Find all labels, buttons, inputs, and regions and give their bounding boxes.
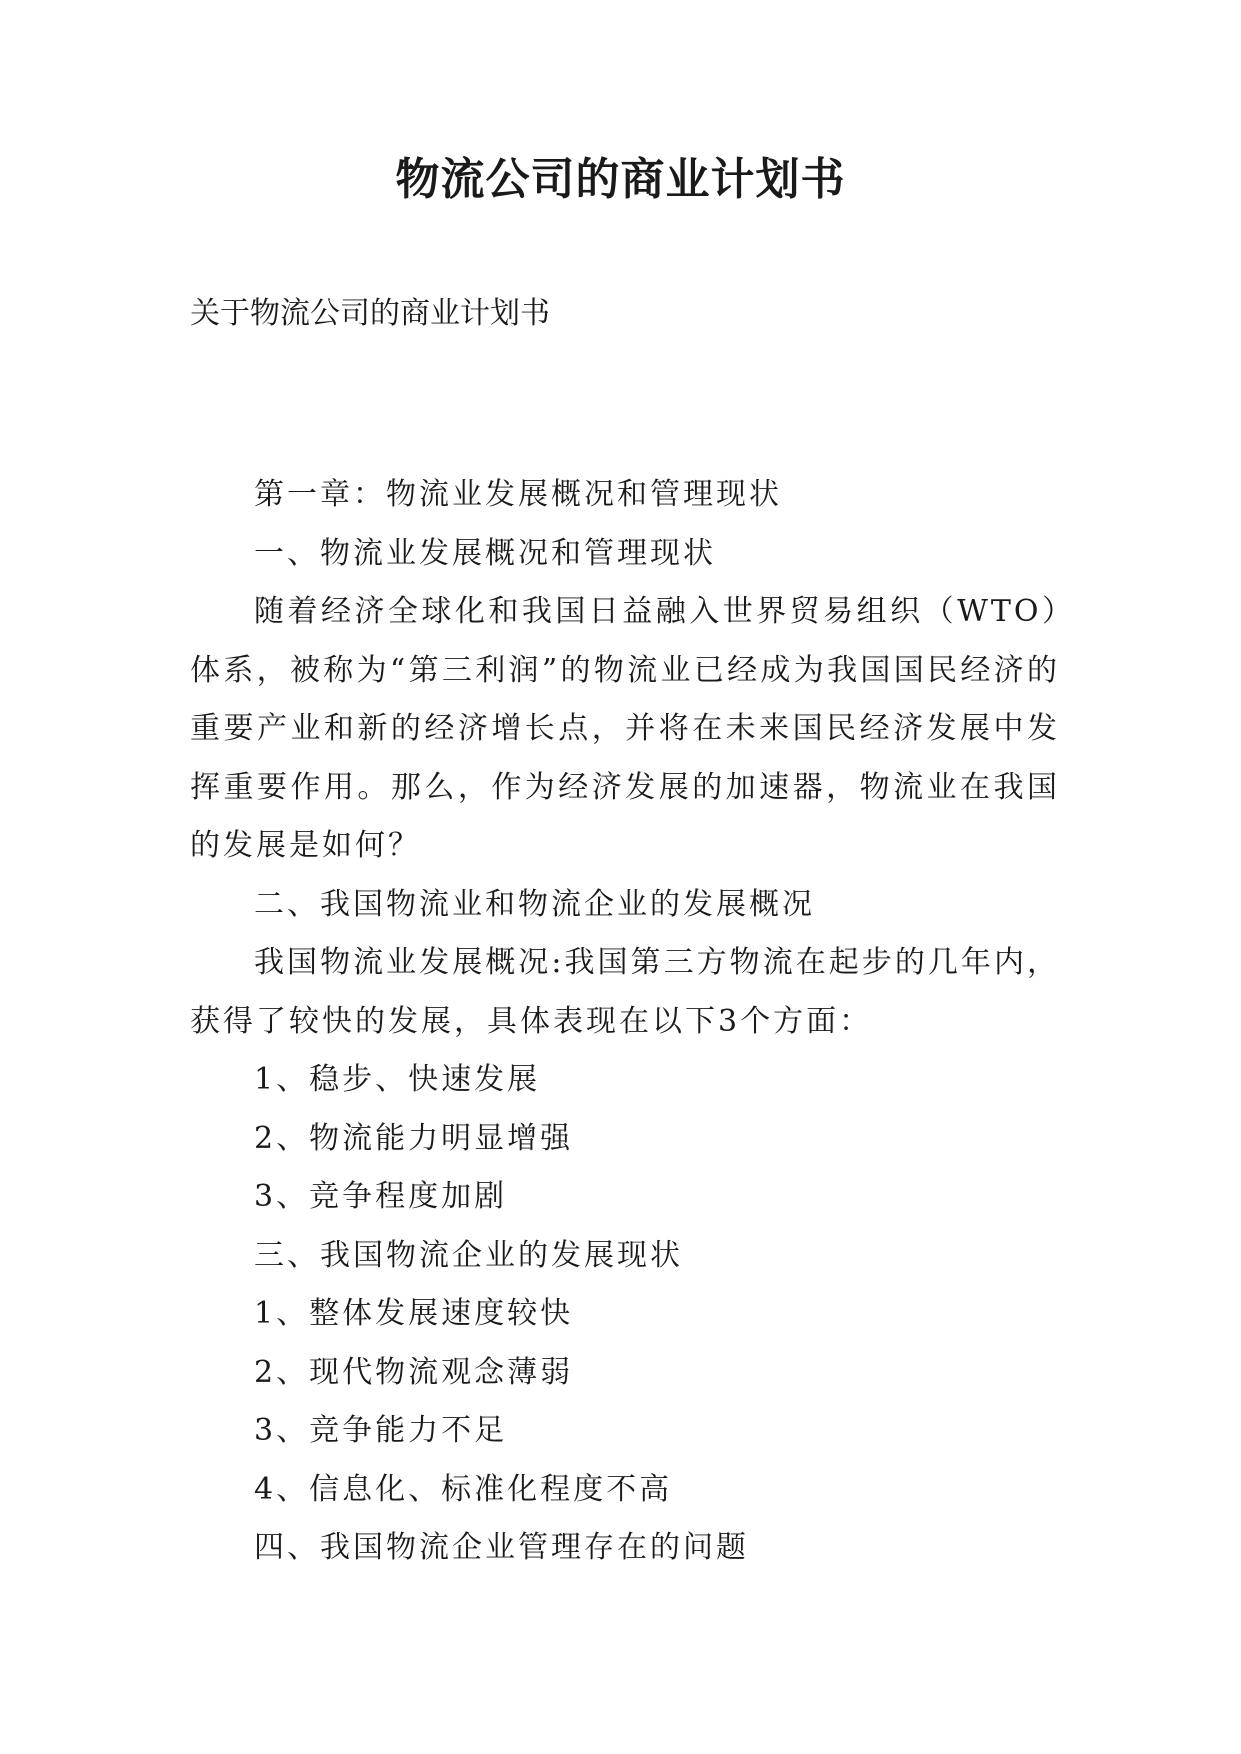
- list-item: 2、现代物流观念薄弱: [254, 1354, 574, 1390]
- section-heading: 三、我国物流企业的发展现状: [254, 1237, 683, 1273]
- section-heading: 二、我国物流业和物流企业的发展概况: [254, 886, 815, 922]
- list-item: 3、竞争程度加剧: [254, 1179, 508, 1214]
- section-heading: 四、我国物流企业管理存在的问题: [254, 1530, 749, 1565]
- body-paragraph: 随着经济全球化和我国日益融入世界贸易组织（WTO）体系，被称为“第三利润”的物流业已经成为我国国民经济的重要产业和新的经济增长点，并将在未来国民经济发展中发挥重要作用。那么，作为经济发展的加速器，物流业在我国的发展是如何？: [190, 594, 1060, 863]
- list-item: 4、信息化、标准化程度不高: [254, 1471, 673, 1507]
- list-item: 1、整体发展速度较快: [254, 1296, 574, 1331]
- list-item: 1、稳步、快速发展: [254, 1062, 541, 1097]
- document-body: [190, 466, 1060, 1578]
- body-paragraph: 我国物流业发展概况:我国第三方物流在起步的几年内，获得了较快的发展，具体表现在以下3个方面：: [190, 945, 1060, 1039]
- section-heading: 一、物流业发展概况和管理现状: [254, 535, 716, 571]
- document-subtitle: 关于物流公司的商业计划书: [190, 296, 550, 331]
- document-title: 物流公司的商业计划书: [395, 154, 846, 205]
- list-item: 3、竞争能力不足: [254, 1413, 508, 1448]
- chapter-heading: 第一章：物流业发展概况和管理现状: [254, 477, 782, 512]
- list-item: 2、物流能力明显增强: [254, 1120, 574, 1156]
